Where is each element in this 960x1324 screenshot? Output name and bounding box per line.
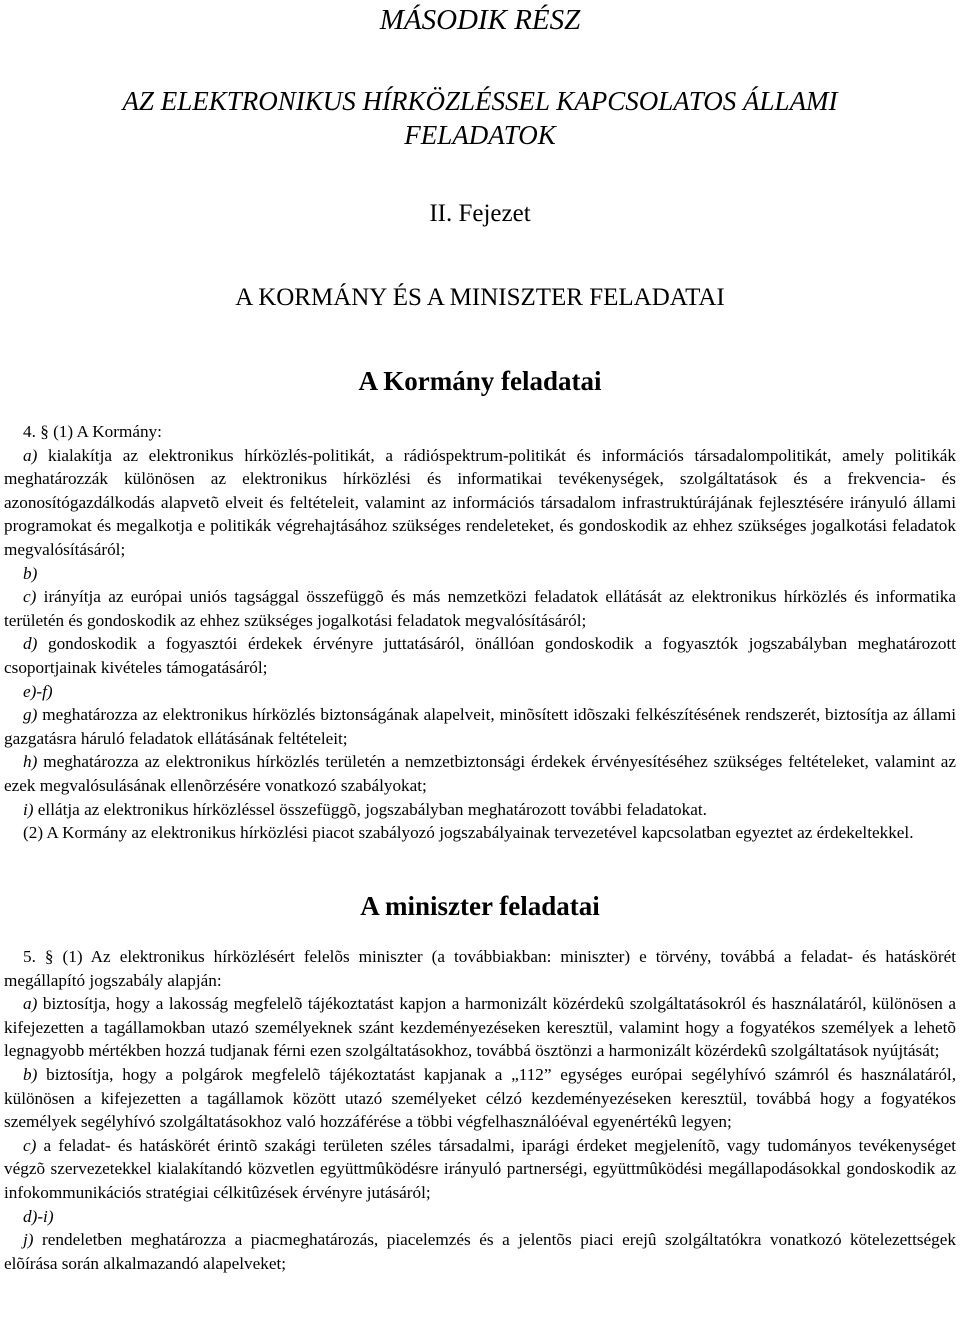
- item-4-g: [4, 703, 956, 750]
- item-text: kialakítja az elektronikus hírközlés-politikát, a rádióspektrum-politikát és információs társadalompolitikát, amely politikák meghatározzák különösen az elektronikus hírközlési és informatikai tevékenységek, szolgáltatások és a frekvencia- és azonosítógazdálkodás alapvetõ elveit és feltételeit, valamint az információs társadalom infrastruktúrájának fejlesztésére irányuló állami programokat és megalkotja e politikák végrehajtásához szükséges rendeleteket, és gondoskodik az ehhez szükséges jogalkotási feladatok megvalósításáról;: [4, 445, 956, 559]
- item-text: irányítja az európai uniós tagsággal összefüggõ és más nemzetközi feladatok ellátását az elektronikus hírközlés és informatika területén és gondoskodik az ehhez szükséges jogalkotási feladatok megvalósításáról;: [4, 587, 956, 630]
- item-text: meghatározza az elektronikus hírközlés biztonságának alapelveit, minõsített idõszaki felkészítésének rendszerét, biztosítja az állami gazgatásra háruló feladatok ellátásának feltételeit;: [4, 705, 956, 748]
- item-mark: g): [23, 705, 38, 725]
- item-mark: b): [23, 563, 38, 583]
- item-mark: e)-f): [23, 681, 53, 701]
- item-text: rendeletben meghatározza a piacmeghatározás, piacelemzés és a jelentõs piaci erejû szolgáltatókra vonatkozó kötelezettségek elõírása során alkalmazandó alapelveket;: [4, 1230, 956, 1273]
- item-4-i: [4, 798, 956, 822]
- paragraph-5-1: [4, 945, 956, 992]
- item-5-d-i: [4, 1205, 956, 1229]
- item-text: meghatározza az elektronikus hírközlés területén a nemzetbiztonsági érdekek érvényesítéséhez szükséges feltételeket, valamint az ezek megvalósulásának ellenõrzésére vonatkozó szabályokat;: [4, 752, 956, 795]
- item-text: biztosítja, hogy a lakosság megfelelõ tájékoztatást kapjon a harmonizált közérdekû szolgáltatásokról és használatáról, különösen a kifejezetten a tagállamokban utazó személyeknek szánt kezdeményezéseken keresztül, valamint hogy a fogyatékos személyek a lehetõ legnagyobb mértékben hozzá tudjanak férni ezen szolgáltatásokhoz, továbbá ösztönzi a harmonizált közérdekû szolgáltatások nyújtását;: [4, 994, 956, 1061]
- item-mark: c): [23, 1135, 37, 1155]
- paragraph-4-2: [4, 821, 956, 845]
- item-mark: b): [23, 1064, 38, 1084]
- item-mark: j): [23, 1230, 34, 1250]
- item-mark: d): [23, 634, 38, 654]
- section-4-body: [4, 420, 956, 845]
- section-4-heading: A Kormány feladatai: [358, 366, 602, 396]
- item-4-h: [4, 750, 956, 797]
- section-5-body: [4, 945, 956, 1275]
- item-text: a feladat- és hatáskörét érintõ szakági területen széles társadalmi, iparági érdeket megjelenítõ, vagy tudományos tevékenységet végzõ szervezetekkel kialakítandó közvetlen együttmûködésre irányuló partnerségi, együttmûködési megállapodásokkal gondoskodik az infokommunikációs stratégiai célkitûzések érvényre jutásáról;: [4, 1135, 956, 1202]
- section-title: [0, 84, 960, 152]
- item-text: gondoskodik a fogyasztói érdekek érvényre juttatásáról, önállóan gondoskodik a fogyasztók jogszabályban meghatározott csoportjainak kivételes támogatásáról;: [4, 634, 956, 677]
- item-text: ellátja az elektronikus hírközléssel összefüggõ, jogszabályban meghatározott további feladatokat.: [33, 799, 707, 819]
- paragraph-text: 5. § (1) Az elektronikus hírközlésért felelõs miniszter (a továbbiakban: miniszter) e törvény, továbbá a feladat- és hatáskörét megállapító jogszabály alapján:: [4, 947, 956, 990]
- item-mark: h): [23, 752, 38, 772]
- item-5-b: [4, 1063, 956, 1134]
- item-text: biztosítja, hogy a polgárok megfelelõ tájékoztatást kapjanak a „112” egységes európai segélyhívó számról és használatáról, különösen a kifejezetten a tagállamok között utazó személyeket célzó kezdeményezéseken keresztül, továbbá hogy a fogyatékos személyek segélyhívó szolgáltatásokhoz való hozzáférése a többi végfelhasználóéval egyenértékû legyen;: [4, 1064, 956, 1132]
- section-title-line-1: AZ ELEKTRONIKUS HÍRKÖZLÉSSEL KAPCSOLATOS ÁLLAMI: [122, 86, 838, 116]
- item-5-j: [4, 1228, 956, 1275]
- item-5-c: [4, 1134, 956, 1205]
- item-4-d: [4, 632, 956, 679]
- item-mark: d)-i): [23, 1206, 54, 1226]
- section-5-heading: A miniszter feladatai: [360, 891, 600, 921]
- item-4-a: [4, 444, 956, 562]
- item-mark: i): [23, 799, 34, 819]
- paragraph-4-1: [4, 420, 956, 444]
- chapter-title: A KORMÁNY ÉS A MINISZTER FELADATAI: [235, 284, 725, 311]
- paragraph-text: (2) A Kormány az elektronikus hírközlési piacot szabályozó jogszabályainak tervezetével kapcsolatban egyeztet az érdekeltekkel.: [23, 823, 914, 843]
- item-4-b: [4, 562, 956, 586]
- item-4-c: [4, 585, 956, 632]
- item-5-a: [4, 992, 956, 1063]
- item-mark: a): [23, 445, 38, 465]
- section-title-line-2: FELADATOK: [404, 120, 556, 150]
- item-mark: c): [23, 587, 37, 607]
- chapter-number: II. Fejezet: [429, 200, 531, 227]
- item-mark: a): [23, 994, 38, 1014]
- paragraph-text: 4. § (1) A Kormány:: [23, 422, 162, 441]
- part-title: MÁSODIK RÉSZ: [379, 4, 581, 36]
- item-4-e-f: [4, 680, 956, 704]
